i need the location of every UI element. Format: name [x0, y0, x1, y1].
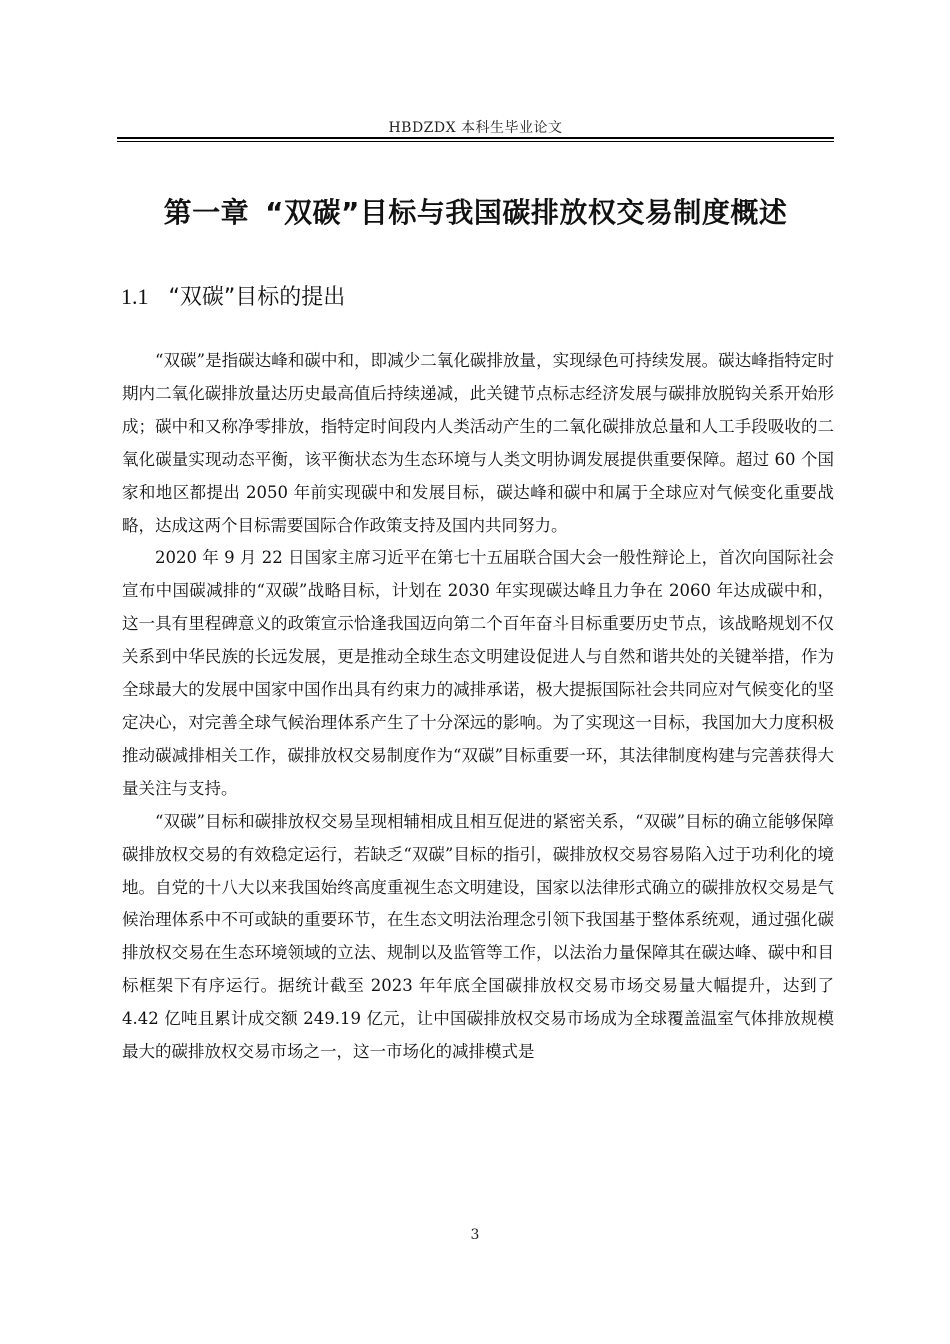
section-title — [121, 280, 345, 311]
chapter-title-text: “双碳”目标与我国碳排放权交易制度概述 — [265, 196, 788, 229]
header-rule-thin — [117, 141, 834, 142]
section-title-text: “双碳”目标的提出 — [168, 285, 346, 310]
page-number: 3 — [470, 1227, 480, 1243]
running-header: HBDZDX 本科生毕业论文 — [388, 120, 563, 136]
section-number: 1.1 — [121, 284, 149, 309]
chapter-title — [117, 191, 834, 231]
body-text — [122, 345, 834, 1069]
paragraph-2: 2020 年 9 月 22 日国家主席习近平在第七十五届联合国大会一般性辩论上，首次向国际社会宣布中国碳减排的“双碳”战略目标，计划在 2030 年实现碳达峰且力争在 2060 年达成碳中和，这一具有里程碑意义的政策宣示恰逢我国迈向第二个百年奋斗目标重要历史节点，该战略规划不仅关系到中华民族的长远发展，更是推动全球生态文明建设促进人与自然和谐共处的关键举措，作为全球最大的发展中国家中国作出具有约束力的减排承诺，极大提振国际社会共同应对气候变化的坚定决心，对完善全球气候治理体系产生了十分深远的影响。为了实现这一目标，我国加大力度积极推动碳减排相关工作，碳排放权交易制度作为“双碳”目标重要一环，其法律制度构建与完善获得大量关注与支持。 — [122, 548, 834, 798]
header-rule — [117, 137, 834, 139]
paragraph-1: “双碳”是指碳达峰和碳中和，即减少二氧化碳排放量，实现绿色可持续发展。碳达峰指特定时期内二氧化碳排放量达历史最高值后持续递减，此关键节点标志经济发展与碳排放脱钩关系开始形成；碳中和又称净零排放，指特定时间段内人类活动产生的二氧化碳排放总量和人工手段吸收的二氧化碳量实现动态平衡，该平衡状态为生态环境与人类文明协调发展提供重要保障。超过 60 个国家和地区都提出 2050 年前实现碳中和发展目标，碳达峰和碳中和属于全球应对气候变化重要战略，达成这两个目标需要国际合作政策支持及国内共同努力。 — [122, 351, 834, 535]
paragraph-3: “双碳”目标和碳排放权交易呈现相辅相成且相互促进的紧密关系，“双碳”目标的确立能够保障碳排放权交易的有效稳定运行，若缺乏“双碳”目标的指引，碳排放权交易容易陷入过于功利化的境地。自党的十八大以来我国始终高度重视生态文明建设，国家以法律形式确立的碳排放权交易是气候治理体系中不可或缺的重要环节，在生态文明法治理念引领下我国基于整体系统观，通过强化碳排放权交易在生态环境领域的立法、规制以及监管等工作，以法治力量保障其在碳达峰、碳中和目标框架下有序运行。据统计截至 2023 年年底全国碳排放权交易市场交易量大幅提升，达到了 4.42 亿吨且累计成交额 249.19 亿元，让中国碳排放权交易市场成为全球覆盖温室气体排放规模最大的碳排放权交易市场之一，这一市场化的减排模式是 — [122, 811, 834, 1062]
chapter-label: 第一章 — [163, 196, 250, 229]
